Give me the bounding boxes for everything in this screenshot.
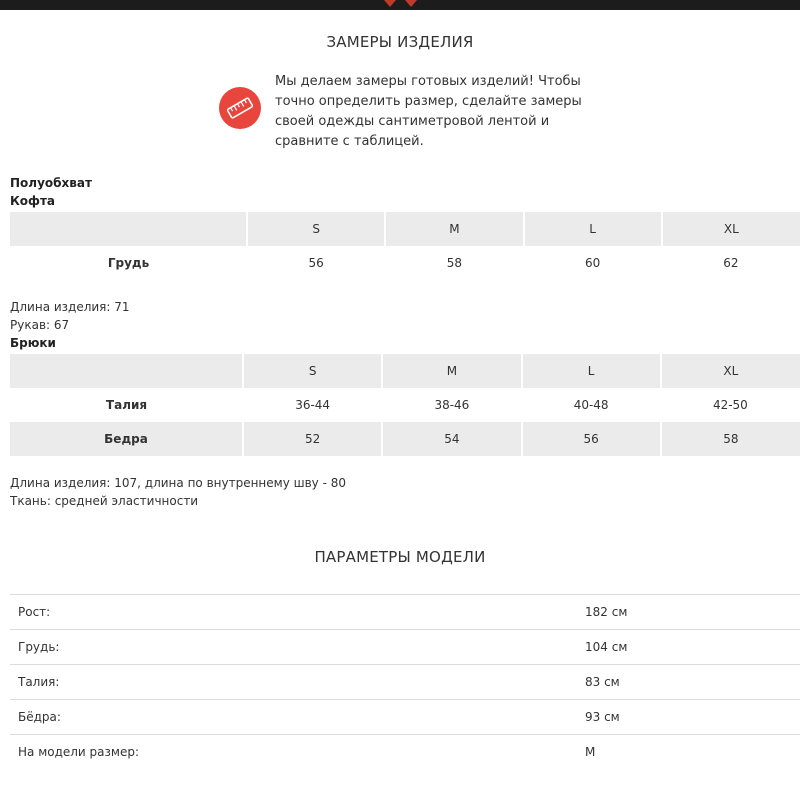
pants-title: Брюки [10,336,56,350]
table-cell: 42-50 [712,398,748,412]
table-header-row [10,212,800,246]
row-label: Бедра [10,422,243,456]
measuring-tape-icon [219,87,261,129]
param-value: 104 см [577,630,800,665]
intro-text: Мы делаем замеры готовых изделий! Чтобы точно определить размер, сделайте замеры своей одежды сантиметровой лентой и сравните с таблицей. [275,74,582,149]
size-header: XL [661,354,800,388]
jacket-length-note: Длина изделия: 71 [10,300,130,314]
param-label: Талия: [10,665,577,700]
table-cell: 60 [584,256,601,270]
pants-size-table [10,354,800,456]
table-row [10,735,800,770]
jacket-size-table [10,212,800,280]
row-label: Грудь [107,256,150,270]
size-header: M [385,212,523,246]
model-params-title: ПАРАМЕТРЫ МОДЕЛИ [314,548,486,566]
table-row [10,665,800,700]
model-params-table [10,594,800,769]
param-value: 83 см [577,665,800,700]
table-row [10,422,800,456]
fabric-note: Ткань: средней эластичности [10,494,199,508]
table-cell: 58 [661,422,800,456]
row-label: Талия [105,398,148,412]
logo-mark-left [384,0,396,7]
param-label: Грудь: [10,630,577,665]
table-row [10,595,800,630]
jacket-sleeve-note: Рукав: 67 [10,318,70,332]
table-cell: 56 [522,422,661,456]
table-cell: 56 [308,256,324,270]
param-value: 182 см [577,595,800,630]
param-value: M [577,735,800,770]
table-cell: 62 [723,256,739,270]
logo-mark-right [405,0,417,7]
table-cell: 36-44 [295,398,331,412]
size-header: L [522,354,661,388]
size-header: S [243,354,382,388]
table-cell: 52 [243,422,382,456]
table-cell: 54 [382,422,521,456]
table-row [10,700,800,735]
top-header-bar [0,0,800,10]
table-row [10,246,800,280]
table-header-row [10,354,800,388]
table-cell: 40-48 [573,398,609,412]
param-label: На модели размер: [10,735,577,770]
header-empty-cell [10,212,247,246]
measurements-title: ЗАМЕРЫ ИЗДЕЛИЯ [326,33,474,51]
table-row [10,630,800,665]
size-header: L [524,212,662,246]
table-cell: 58 [446,256,463,270]
table-cell: 38-46 [434,398,470,412]
size-header: S [247,212,385,246]
size-header: M [382,354,521,388]
pants-length-note: Длина изделия: 107, длина по внутреннему шву - 80 [10,476,347,490]
param-label: Бёдра: [10,700,577,735]
jacket-title: Кофта [10,194,56,208]
table-row [10,388,800,422]
param-value: 93 см [577,700,800,735]
size-header: XL [662,212,800,246]
semi-girth-label: Полуобхват [10,176,92,190]
param-label: Рост: [10,595,577,630]
header-empty-cell [10,354,243,388]
